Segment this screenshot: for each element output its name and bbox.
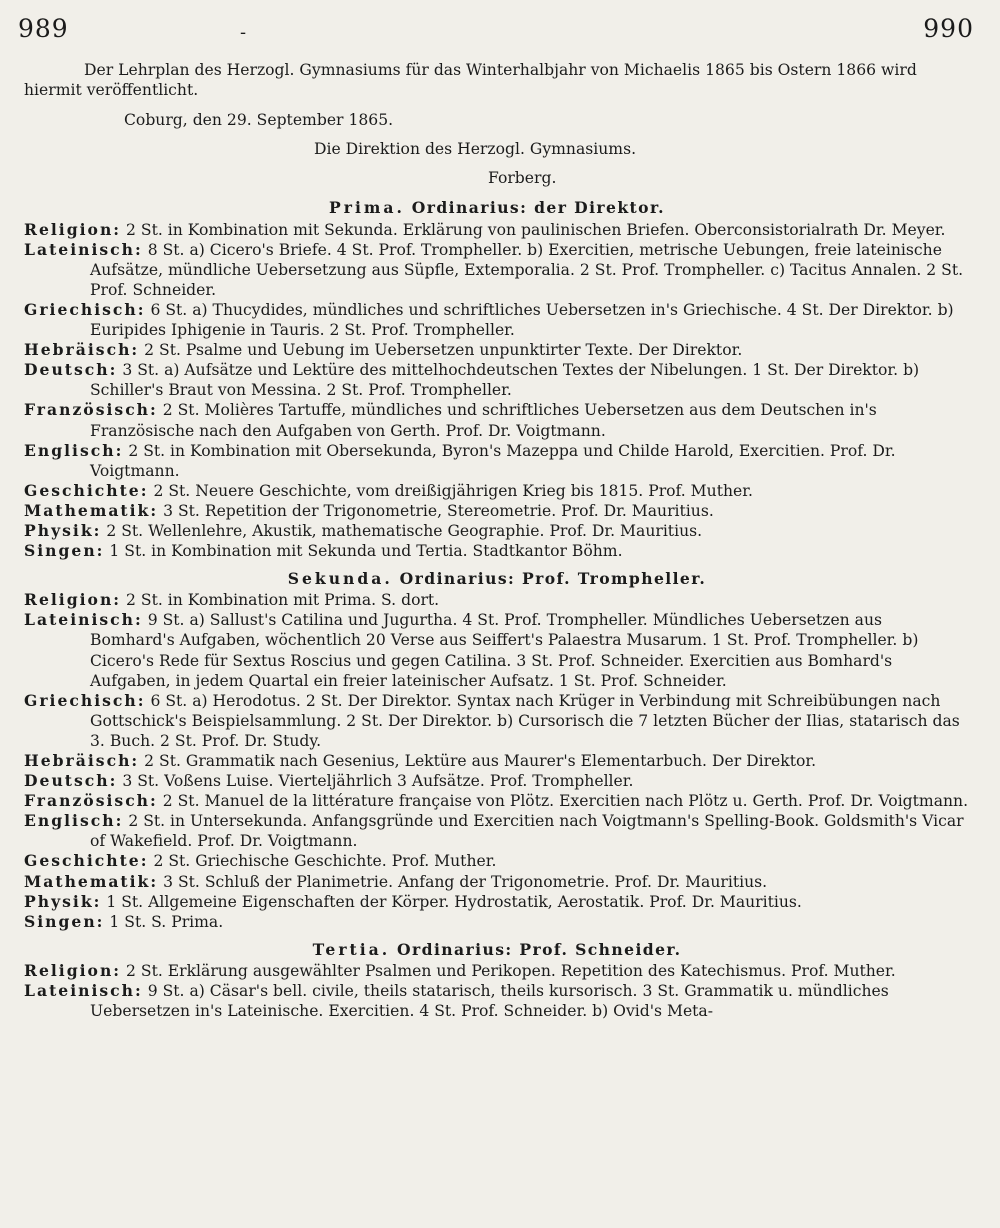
subject-name: Französisch: [24,400,158,420]
subject-entry [24,590,970,610]
subject-entry [24,981,970,1021]
document-body [24,60,970,1021]
subject-name: Lateinisch: [24,610,143,630]
subject-name: Singen: [24,911,105,931]
class-title: Prima. [329,198,405,218]
announcement: Der Lehrplan des Herzogl. Gymnasiums für das Winterhalbjahr von Michaelis 1865 bis Ostern 1866 wird hiermit veröffentlicht. [24,61,917,100]
subject-name: Hebräisch: [24,340,140,360]
subject-entry [24,851,970,871]
header-dash: - [240,22,247,43]
class-list [24,198,970,1021]
page-number-left: 989 [18,14,69,43]
subject-name: Singen: [24,541,105,561]
subject-entry [24,240,970,300]
subject-name: Englisch: [24,440,124,460]
subject-name: Religion: [24,219,122,239]
subject-text: 2 St. Neuere Geschichte, vom dreißigjährigen Krieg bis 1815. Prof. Muther. [153,481,753,500]
subject-text: 3 St. Repetition der Trigonometrie, Stereometrie. Prof. Dr. Mauritius. [163,501,714,520]
signature: Forberg. [488,169,557,188]
class-heading [24,940,970,960]
subject-entry [24,791,970,811]
subject-text: 2 St. Molières Tartuffe, mündliches und schriftliches Uebersetzen aus dem Deutschen in's Französische nach den Aufgaben von Gerth. Prof. Dr. Voigtmann. [90,401,877,440]
subject-name: Lateinisch: [24,239,143,259]
subject-name: Physik: [24,520,102,540]
subject-text: 1 St. in Kombination mit Sekunda und Tertia. Stadtkantor Böhm. [109,542,623,561]
subject-name: Physik: [24,891,102,911]
class-title: Sekunda. [287,569,393,589]
subject-entry [24,541,970,561]
subject-entry [24,892,970,912]
subject-text: 9 St. a) Sallust's Catilina und Jugurtha. 4 St. Prof. Trompheller. Mündliches Uebersetzen aus Bomhard's Aufgaben, wöchentlich 20 Verse aus Seiffert's Palaestra Musarum. 1 St. Prof. Trompheller. b) Cicero's Rede für Sextus Roscius und gegen Catilina. 3 St. Prof. Schneider. Exercitien aus Bomhard's Aufgaben, in jedem Quartal ein freier lateinischer Aufsatz. 1 St. Prof. Schneider. [90,611,919,690]
subject-name: Französisch: [24,791,158,811]
subject-text: 2 St. Erklärung ausgewählter Psalmen und Perikopen. Repetition des Katechismus. Prof. Muther. [126,961,896,980]
directorate: Die Direktion des Herzogl. Gymnasiums. [314,140,637,159]
page-number-right: 990 [923,14,974,43]
subject-text: 3 St. Voßens Luise. Vierteljährlich 3 Aufsätze. Prof. Trompheller. [122,772,634,791]
subject-text: 3 St. a) Aufsätze und Lektüre des mittelhochdeutschen Textes der Nibelungen. 1 St. Der Direktor. b) Schiller's Braut von Messina. 2 St. Prof. Trompheller. [90,361,920,400]
subject-entry [24,400,970,440]
subject-entry [24,872,970,892]
subject-name: Englisch: [24,811,124,831]
subject-entry [24,751,970,771]
subject-name: Deutsch: [24,360,118,380]
subject-text: 2 St. in Kombination mit Sekunda. Erklärung von paulinischen Briefen. Oberconsistorialrath Dr. Meyer. [126,220,946,239]
subject-text: 2 St. Manuel de la littérature française von Plötz. Exercitien nach Plötz u. Gerth. Prof. Dr. Voigtmann. [162,792,969,811]
subject-entry [24,441,970,481]
subject-text: 2 St. in Kombination mit Prima. S. dort. [126,591,440,610]
subject-text: 2 St. Psalme und Uebung im Uebersetzen unpunktirter Texte. Der Direktor. [144,341,743,360]
class-ordinarius: Ordinarius: Prof. Trompheller. [399,569,707,589]
class-ordinarius: Ordinarius: Prof. Schneider. [397,939,682,959]
subject-name: Religion: [24,960,122,980]
subject-entry [24,771,970,791]
subject-entry [24,340,970,360]
subject-text: 9 St. a) Cäsar's bell. civile, theils statarisch, theils kursorisch. 3 St. Grammatik u. mündliches Uebersetzen in's Lateinische. Exercitien. 4 St. Prof. Schneider. b) Ovid's Meta- [90,982,889,1021]
class-ordinarius: Ordinarius: der Direktor. [411,198,665,218]
subject-text: 8 St. a) Cicero's Briefe. 4 St. Prof. Trompheller. b) Exercitien, metrische Uebungen, freie lateinische Aufsätze, mündliche Uebersetzung aus Süpfle, Extemporalia. 2 St. Prof. Trompheller. c) Tacitus Annalen. 2 St. Prof. Schneider. [90,240,964,299]
subject-name: Religion: [24,590,122,610]
subject-text: 6 St. a) Thucydides, mündliches und schriftliches Uebersetzen in's Griechische. 4 St. Der Direktor. b) Euripides Iphigenie in Tauris. 2 St. Prof. Trompheller. [90,300,954,340]
subject-entry [24,691,970,751]
subject-name: Mathematik: [24,871,159,891]
subject-name: Mathematik: [24,500,159,520]
class-heading [24,198,970,218]
subject-text: 2 St. in Untersekunda. Anfangsgründe und Exercitien nach Voigtmann's Spelling-Book. Goldsmith's Vicar of Wakefield. Prof. Dr. Voigtmann. [90,812,964,851]
subject-text: 1 St. Allgemeine Eigenschaften der Körper. Hydrostatik, Aerostatik. Prof. Dr. Mauritius. [106,892,802,911]
subject-entry [24,300,970,340]
subject-entry [24,610,970,690]
subject-text: 3 St. Schluß der Planimetrie. Anfang der Trigonometrie. Prof. Dr. Mauritius. [163,872,768,891]
subject-entry [24,501,970,521]
subject-text: 2 St. in Kombination mit Obersekunda, Byron's Mazeppa und Childe Harold, Exercitien. Prof. Dr. Voigtmann. [90,441,896,480]
subject-entry [24,912,970,932]
place-date: Coburg, den 29. September 1865. [124,111,394,130]
class-heading [24,569,970,589]
subject-entry [24,481,970,501]
subject-name: Griechisch: [24,690,146,710]
subject-name: Hebräisch: [24,751,140,770]
subject-entry [24,521,970,541]
subject-entry [24,811,970,851]
class-title: Tertia. [312,939,391,959]
subject-entry [24,961,970,981]
subject-text: 2 St. Wellenlehre, Akustik, mathematische Geographie. Prof. Dr. Mauritius. [106,521,703,540]
subject-entry [24,220,970,240]
subject-name: Geschichte: [24,480,149,500]
subject-name: Lateinisch: [24,981,143,1001]
subject-name: Deutsch: [24,771,118,791]
subject-name: Griechisch: [24,299,146,319]
subject-text: 2 St. Griechische Geschichte. Prof. Muther. [153,852,497,871]
subject-name: Geschichte: [24,851,149,871]
subject-text: 6 St. a) Herodotus. 2 St. Der Direktor. Syntax nach Krüger in Verbindung mit Schreibübungen nach Gottschick's Beispielsammlung. 2 St. Der Direktor. b) Cursorisch die 7 letzten Bücher der Ilias, statarisch das 3. Buch. 2 St. Prof. Dr. Study. [90,691,960,750]
subject-entry [24,360,970,400]
subject-text: 2 St. Grammatik nach Gesenius, Lektüre aus Maurer's Elementarbuch. Der Direktor. [144,752,817,770]
subject-text: 1 St. S. Prima. [109,912,224,931]
